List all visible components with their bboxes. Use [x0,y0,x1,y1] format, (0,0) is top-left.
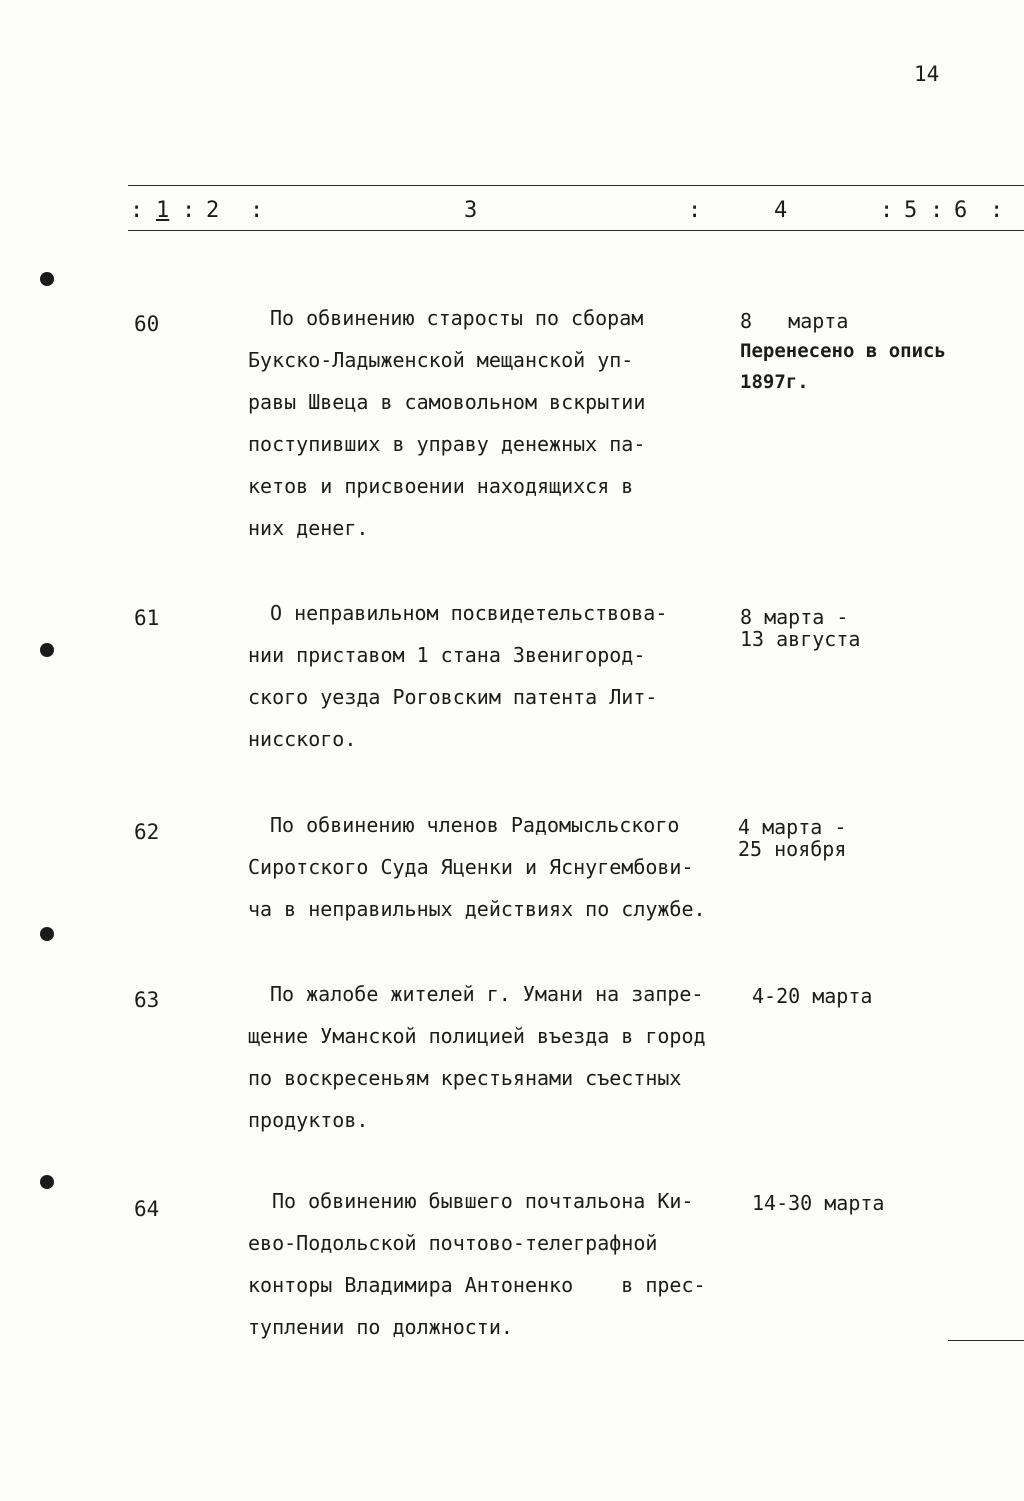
col-header-2: 2 [206,198,220,223]
header-rule-bottom [128,230,1024,231]
entry-number: 60 [134,312,160,336]
entry-description: ево-Подольской почтово-телеграфной [248,1231,658,1255]
entry-date: 14-30 марта [752,1191,885,1215]
col-header-1: 1 [156,198,170,223]
entry-date: 4 марта - [738,815,847,839]
col-sep: : [880,198,894,223]
entry-description: ского уезда Роговским патента Лит- [248,685,658,709]
entry-description: нисского. [248,727,357,751]
transfer-note: Перенесено в опись [740,340,946,362]
transfer-note: 1897г. [740,371,809,393]
col-header-5: 5 [904,198,918,223]
col-sep: : [182,198,196,223]
entry-number: 63 [134,988,160,1012]
entry-description: Букско-Ладыженской мещанской уп- [248,348,634,372]
binding-hole [40,643,54,657]
column-header-row [128,198,1024,228]
binding-hole [40,272,54,286]
entry-date: 13 августа [740,627,861,651]
col-sep: : [688,198,702,223]
col-sep: : [130,198,144,223]
entry-description: ча в неправильных действиях по службе. [248,897,706,921]
entry-date: 8 марта [740,309,849,333]
entry-description: По обвинению бывшего почтальона Ки- [272,1189,694,1213]
entry-description: поступивших в управу денежных па- [248,432,646,456]
entry-description: туплении по должности. [248,1315,513,1339]
entry-description: По жалобе жителей г. Умани на запре- [270,982,704,1006]
entry-description: кетов и присвоении находящихся в [248,474,634,498]
binding-hole [40,1175,54,1189]
col-sep: : [990,198,1004,223]
entry-description: равы Швеца в самовольном вскрытии [248,390,646,414]
page-number: 14 [914,62,940,86]
entry-description: нии приставом 1 стана Звенигород- [248,643,646,667]
entry-description: По обвинению членов Радомысльского [270,813,680,837]
entry-description: них денег. [248,516,369,540]
entry-description: Сиротского Суда Яценки и Яснугембови- [248,855,694,879]
entry-description: О неправильном посвидетельствова- [270,601,668,625]
col-header-4: 4 [774,198,788,223]
margin-line [948,1340,1024,1341]
entry-number: 61 [134,606,160,630]
entry-description: По обвинению старосты по сборам [270,306,644,330]
header-rule-top [128,185,1024,186]
binding-hole [40,927,54,941]
entry-number: 62 [134,820,160,844]
col-sep: : [930,198,944,223]
entry-description: щение Уманской полицией въезда в город [248,1024,706,1048]
entry-date: 8 марта - [740,605,849,629]
col-sep: : [250,198,264,223]
entry-description: конторы Владимира Антоненко в прес- [248,1273,706,1297]
entry-description: по воскресеньям крестьянами съестных [248,1066,682,1090]
entry-description: продуктов. [248,1108,369,1132]
entry-date: 4-20 марта [752,984,873,1008]
col-header-6: 6 [954,198,968,223]
col-header-3: 3 [464,198,478,223]
entry-date: 25 ноября [738,837,847,861]
entry-number: 64 [134,1197,160,1221]
